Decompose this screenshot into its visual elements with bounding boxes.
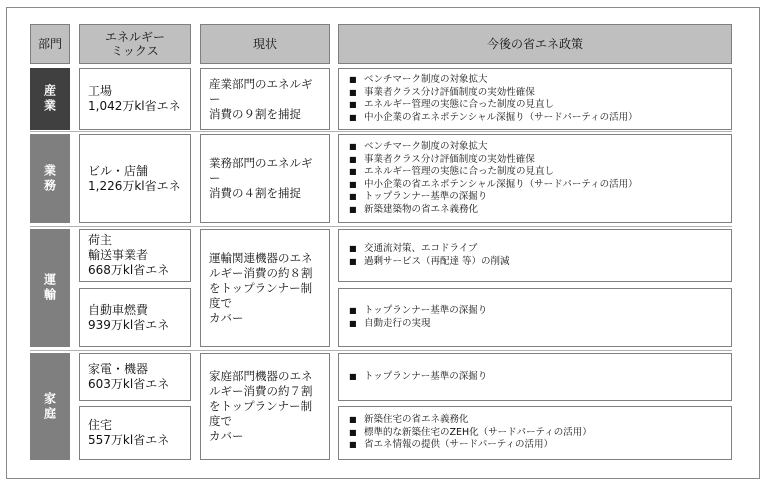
section-transport-label: 運輸 bbox=[42, 273, 57, 303]
bullet-icon: ■ bbox=[349, 192, 357, 201]
header-sector bbox=[30, 24, 70, 64]
transport-policy-b-cell bbox=[338, 288, 732, 347]
policy-text: 過剰サービス（再配達 等）の削減 bbox=[364, 255, 510, 267]
bullet-icon: ■ bbox=[349, 256, 357, 266]
policy-item bbox=[349, 305, 721, 318]
bullet-icon: ■ bbox=[349, 112, 357, 122]
transport-mix-a-value: 668万kl省エネ bbox=[88, 263, 170, 277]
header-mix-line2: ミックス bbox=[111, 44, 159, 58]
household-mix-a-value: 603万kl省エネ bbox=[88, 377, 170, 391]
business-policy-cell bbox=[338, 134, 732, 223]
transport-mix-a-cell bbox=[79, 229, 191, 282]
separator bbox=[30, 226, 732, 227]
separator bbox=[30, 131, 732, 132]
household-status-line: 家庭部門機器のエネ bbox=[209, 369, 313, 383]
business-mix-cell bbox=[79, 134, 191, 223]
header-policy-label: 今後の省エネ政策 bbox=[486, 37, 583, 51]
household-mix-b-cell bbox=[79, 406, 191, 460]
policy-item bbox=[349, 154, 721, 167]
policy-item bbox=[349, 99, 721, 112]
household-mix-b-value: 557万kl省エネ bbox=[88, 433, 170, 447]
section-household bbox=[30, 353, 70, 460]
household-status-line: ルギー消費の約７割 bbox=[209, 384, 313, 398]
policy-text: 自動走行の実現 bbox=[364, 317, 431, 329]
transport-status-line: ルギー消費の約８割 bbox=[209, 265, 313, 280]
policy-text: 標準的な新築住宅のZEH化（サードパーティの活用） bbox=[364, 426, 592, 438]
section-transport bbox=[30, 229, 70, 347]
header-policy bbox=[338, 24, 732, 64]
policy-item bbox=[349, 318, 721, 331]
household-mix-a-cell bbox=[79, 353, 191, 401]
industry-mix-value: 1,042万kl省エネ bbox=[88, 99, 181, 113]
industry-mix-cell bbox=[79, 68, 191, 130]
household-mix-b-title: 住宅 bbox=[88, 418, 113, 432]
policy-text: トップランナー基準の深掘り bbox=[364, 191, 488, 202]
policy-item bbox=[349, 191, 721, 204]
bullet-icon: ■ bbox=[349, 167, 357, 176]
policy-item bbox=[349, 256, 721, 269]
household-status-line: をトップランナー制度で bbox=[209, 399, 313, 428]
policy-text: 中小企業の省エネポテンシャル深掘り（サードパーティの活用） bbox=[364, 111, 638, 123]
transport-status-cell bbox=[200, 229, 330, 347]
bullet-icon: ■ bbox=[349, 179, 357, 189]
bullet-icon: ■ bbox=[349, 87, 357, 97]
transport-status-line: をトップランナー制度で bbox=[209, 280, 313, 310]
industry-status-line: 産業部門のエネルギー bbox=[209, 76, 313, 106]
policy-item bbox=[349, 179, 721, 192]
policy-text: 省エネ情報の提供（サードパーティの活用） bbox=[364, 439, 554, 451]
bullet-icon: ■ bbox=[349, 415, 357, 425]
policy-item bbox=[349, 166, 721, 179]
bullet-icon: ■ bbox=[349, 142, 357, 151]
transport-mix-b-title: 自動車燃費 bbox=[88, 302, 149, 317]
transport-policy-a-cell bbox=[338, 229, 732, 282]
bullet-icon: ■ bbox=[349, 204, 357, 214]
business-status-cell bbox=[200, 134, 330, 223]
household-status-cell bbox=[200, 353, 330, 460]
policy-text: エネルギー管理の実態に合った制度の見直し bbox=[364, 99, 555, 110]
section-industry bbox=[30, 68, 70, 130]
policy-item bbox=[349, 112, 721, 125]
policy-text: ベンチマーク制度の対象拡大 bbox=[364, 74, 488, 85]
header-status bbox=[200, 24, 330, 64]
transport-mix-b-cell bbox=[79, 288, 191, 347]
industry-status-line: 消費の９割を捕捉 bbox=[209, 106, 301, 121]
policy-text: 新築住宅の省エネ義務化 bbox=[364, 414, 469, 426]
industry-status-cell bbox=[200, 68, 330, 130]
section-industry-label: 産業 bbox=[42, 84, 57, 114]
transport-mix-a-line: 輸送事業者 bbox=[88, 248, 149, 262]
bullet-icon: ■ bbox=[349, 318, 357, 328]
policy-text: 事業者クラス分け評価制度の実効性確保 bbox=[364, 153, 535, 165]
header-status-label: 現状 bbox=[252, 37, 277, 51]
bullet-icon: ■ bbox=[349, 100, 357, 109]
bullet-icon: ■ bbox=[349, 371, 357, 381]
policy-item bbox=[349, 74, 721, 87]
bullet-icon: ■ bbox=[349, 427, 357, 437]
policy-item bbox=[349, 414, 721, 427]
policy-text: エネルギー管理の実態に合った制度の見直し bbox=[364, 166, 555, 177]
header-sector-label: 部門 bbox=[37, 37, 62, 51]
policy-item bbox=[349, 141, 721, 154]
business-mix-title: ビル・店舗 bbox=[88, 163, 149, 178]
section-household-label: 家庭 bbox=[42, 391, 57, 422]
policy-item bbox=[349, 439, 721, 452]
policy-item bbox=[349, 371, 721, 384]
household-policy-a-cell bbox=[338, 353, 732, 401]
transport-status-line: 運輸関連機器のエネ bbox=[209, 250, 313, 265]
policy-text: ベンチマーク制度の対象拡大 bbox=[364, 141, 488, 152]
section-business-label: 業務 bbox=[42, 163, 57, 194]
transport-status-line: カバー bbox=[209, 310, 244, 325]
bullet-icon: ■ bbox=[349, 306, 357, 315]
household-status-line: カバー bbox=[209, 429, 244, 443]
household-mix-a-title: 家電・機器 bbox=[88, 362, 149, 376]
business-mix-value: 1,226万kl省エネ bbox=[88, 178, 181, 193]
business-status-line: 消費の４割を捕捉 bbox=[209, 186, 301, 200]
policy-text: トップランナー基準の深掘り bbox=[364, 305, 488, 316]
policy-item bbox=[349, 427, 721, 440]
policy-item bbox=[349, 204, 721, 217]
transport-mix-a-line: 荷主 bbox=[88, 233, 113, 247]
bullet-icon: ■ bbox=[349, 154, 357, 164]
industry-mix-title: 工場 bbox=[88, 84, 113, 98]
header-energy-mix bbox=[79, 24, 191, 64]
policy-text: 交通流対策、エコドライブ bbox=[364, 243, 478, 254]
policy-text: 事業者クラス分け評価制度の実効性確保 bbox=[364, 86, 535, 98]
bullet-icon: ■ bbox=[349, 244, 357, 253]
policy-item bbox=[349, 87, 721, 100]
policy-item bbox=[349, 243, 721, 256]
transport-mix-b-value: 939万kl省エネ bbox=[88, 317, 170, 332]
household-policy-b-cell bbox=[338, 406, 732, 460]
policy-text: トップランナー基準の深掘り bbox=[364, 370, 488, 382]
bullet-icon: ■ bbox=[349, 75, 357, 84]
section-business bbox=[30, 134, 70, 223]
policy-text: 中小企業の省エネポテンシャル深掘り（サードパーティの活用） bbox=[364, 178, 638, 190]
industry-policy-cell bbox=[338, 68, 732, 130]
policy-text: 新築建築物の省エネ義務化 bbox=[364, 203, 479, 215]
bullet-icon: ■ bbox=[349, 440, 357, 450]
separator bbox=[30, 350, 732, 351]
business-status-line: 業務部門のエネルギー bbox=[209, 156, 313, 185]
header-mix-line1: エネルギー bbox=[104, 30, 165, 44]
